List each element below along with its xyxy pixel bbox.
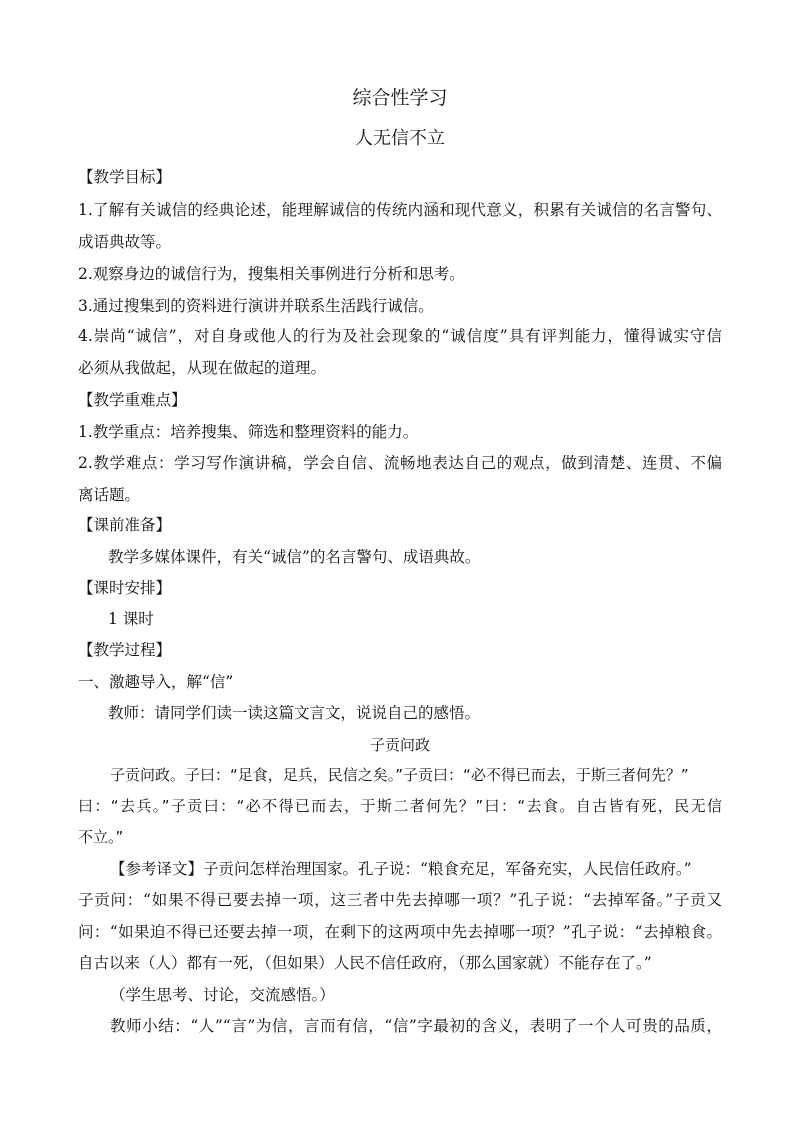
goal-line: 必须从我做起，从现在做起的道理。 (78, 359, 327, 377)
goal-line: 2.观察身边的诚信行为，搜集相关事例进行分析和思考。 (78, 265, 465, 283)
teacher-intro: 教师：请同学们读一读这篇文言文，说说自己的感悟。 (108, 704, 481, 722)
doc-title: 综合性学习 (352, 87, 448, 109)
time-heading: 【课时安排】 (78, 579, 172, 597)
passage-line: 曰：“去兵。”子贡曰：“必不得已而去，于斯二者何先？”曰：“去食。自古皆有死，民无信 (78, 797, 722, 815)
goal-line: 3.通过搜集到的资料进行演讲并联系生活践行诚信。 (78, 297, 434, 315)
goal-line: 4.崇尚“诚信”，对自身或他人的行为及社会现象的“诚信度”具有评判能力，懂得诚实守信 (78, 327, 722, 345)
time-text: 1 课时 (108, 610, 154, 628)
passage-line: 不立。” (78, 828, 124, 846)
process-heading: 【教学过程】 (78, 641, 172, 659)
goal-line: 1.了解有关诚信的经典论述，能理解诚信的传统内涵和现代意义，积累有关诚信的名言警句、 (78, 201, 722, 219)
doc-subtitle: 人无信不立 (355, 128, 445, 149)
translation-line: 子贡问：“如果不得已要去掉一项，这三者中先去掉哪一项？”孔子说：“去掉军备。”子贡又 (78, 891, 722, 909)
translation-line: 【参考译文】子贡问怎样治理国家。孔子说：“粮食充足，军备充实，人民信任政府。” (110, 860, 692, 878)
teacher-summary: 教师小结：“人”“言”为信，言而有信，“信”字最初的含义，表明了一个人可贵的品质， (110, 1017, 722, 1035)
translation-line: 问：“如果迫不得已还要去掉一项，在剩下的这两项中先去掉哪一项？”孔子说：“去掉粮食。 (78, 923, 722, 941)
step-heading: 一、激趣导入，解“信” (78, 673, 234, 691)
key-line: 离话题。 (78, 486, 141, 504)
passage-title: 子贡问政 (369, 736, 430, 754)
prep-text: 教学多媒体课件，有关“诚信”的名言警句、成语典故。 (108, 548, 481, 566)
translation-line: 自古以来（人）都有一死，（但如果）人民不信任政府，（那么国家就）不能存在了。” (78, 954, 652, 972)
key-heading: 【教学重难点】 (78, 391, 187, 409)
key-line: 1.教学重点：培养搜集、筛选和整理资料的能力。 (78, 423, 419, 441)
prep-heading: 【课前准备】 (78, 516, 172, 534)
student-note: （学生思考、讨论，交流感悟。） (110, 986, 335, 1004)
passage-line: 子贡问政。子曰：“足食，足兵，民信之矣。”子贡曰：“必不得已而去，于斯三者何先？” (110, 766, 689, 784)
goal-line: 成语典故等。 (78, 233, 172, 251)
goals-heading: 【教学目标】 (78, 168, 172, 186)
key-line: 2.教学难点：学习写作演讲稿，学会自信、流畅地表达自己的观点，做到清楚、连贯、不偏 (78, 454, 722, 472)
